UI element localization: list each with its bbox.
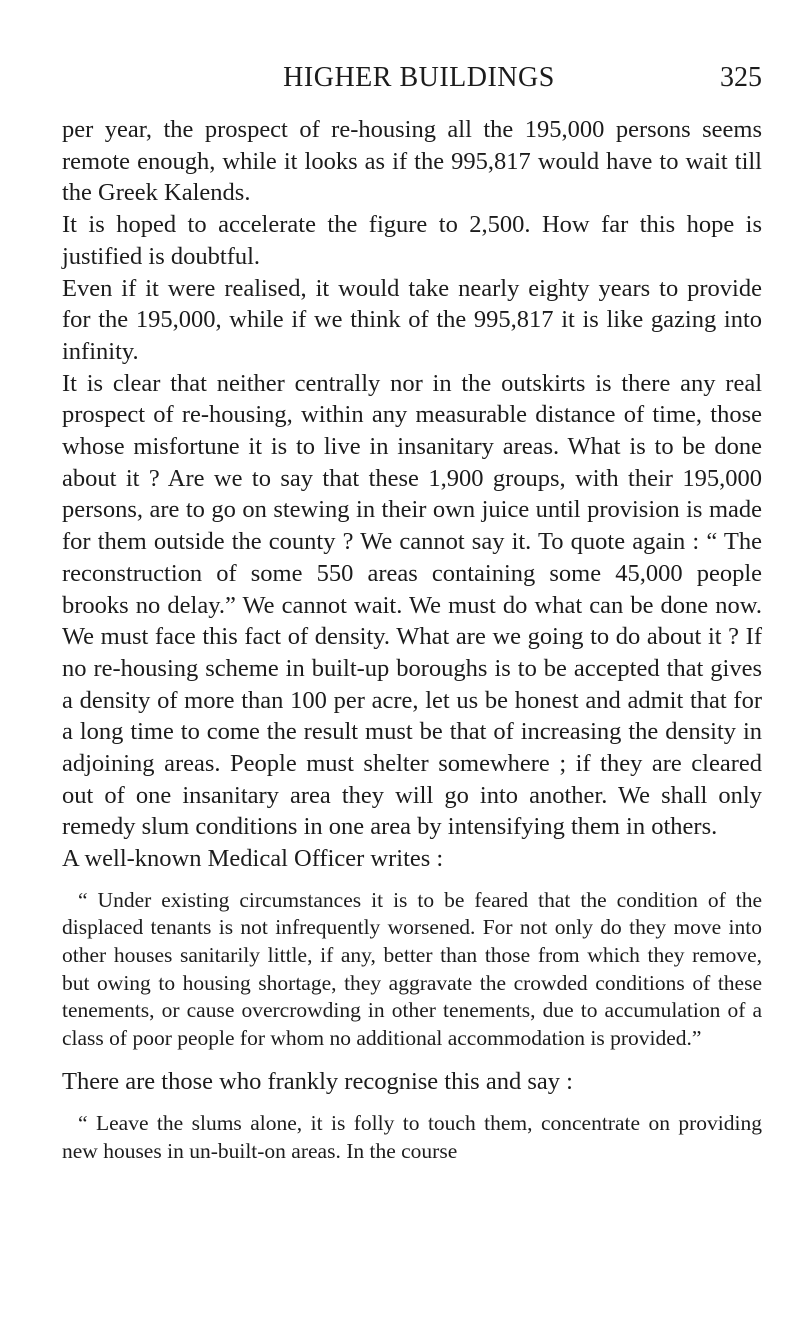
paragraph-medical-officer-intro: A well-known Medical Officer writes : [62, 845, 444, 873]
quote-medical-officer: “ Under existing circumstances it is to be feared that the condition of the displaced tenants is not infrequently worsened. For not only do they move into other houses sanitarily little, if any, better than those from which they remove, but owing to housing shortage, they aggravate the crowded conditions of these tenements, or cause overcrowding in other tenements, due to accumulation of a class of poor people for whom no additional accommodation is provided.” [62, 887, 762, 1050]
page-body [62, 114, 762, 1165]
paragraph-those-who-recognise: There are those who frankly recognise this and say : [62, 1068, 573, 1096]
paragraph-eighty-years: Even if it were realised, it would take nearly eighty years to provide for the 195,000, while if we think of the 995,817 it is like gazing into infinity. [62, 274, 762, 365]
paragraph-main-argument: It is clear that neither centrally nor in the outskirts is there any real prospect of re-housing, within any measurable distance of time, those whose misfortune it is to live in insanitary areas. What is to be done about it ? Are we to say that these 1,900 groups, with their 195,000 persons, are to go on stewing in their own juice until provision is made for them outside the county ? We cannot say it. To quote again : “ The reconstruction of some 550 areas containing some 45,000 people brooks no delay.” We cannot wait. We must do what can be done now. We must face this fact of density. What are we going to do about it ? If no re-housing scheme in built-up boroughs is to be accepted that gives a density of more than 100 per acre, let us be honest and admit that for a long time to come the result must be that of increasing the density in adjoining areas. People must shelter somewhere ; if they are cleared out of one insanitary area they will go into another. We shall only remedy slum conditions in one area by intensifying them in others. [62, 369, 762, 841]
running-head: HIGHER BUILDINGS [283, 62, 555, 93]
page-header [62, 58, 762, 98]
quote-leave-slums: “ Leave the slums alone, it is folly to touch them, concentrate on providing new houses in un-built-on areas. In the course [62, 1111, 762, 1163]
page-number: 325 [720, 62, 762, 93]
paragraph-continuation: per year, the prospect of re-housing all the 195,000 persons seems remote enough, while it looks as if the 995,817 would have to wait till the Greek Kalends. [62, 116, 762, 207]
paragraph-accelerate: It is hoped to accelerate the figure to 2,500. How far this hope is justified is doubtful. [62, 211, 762, 270]
